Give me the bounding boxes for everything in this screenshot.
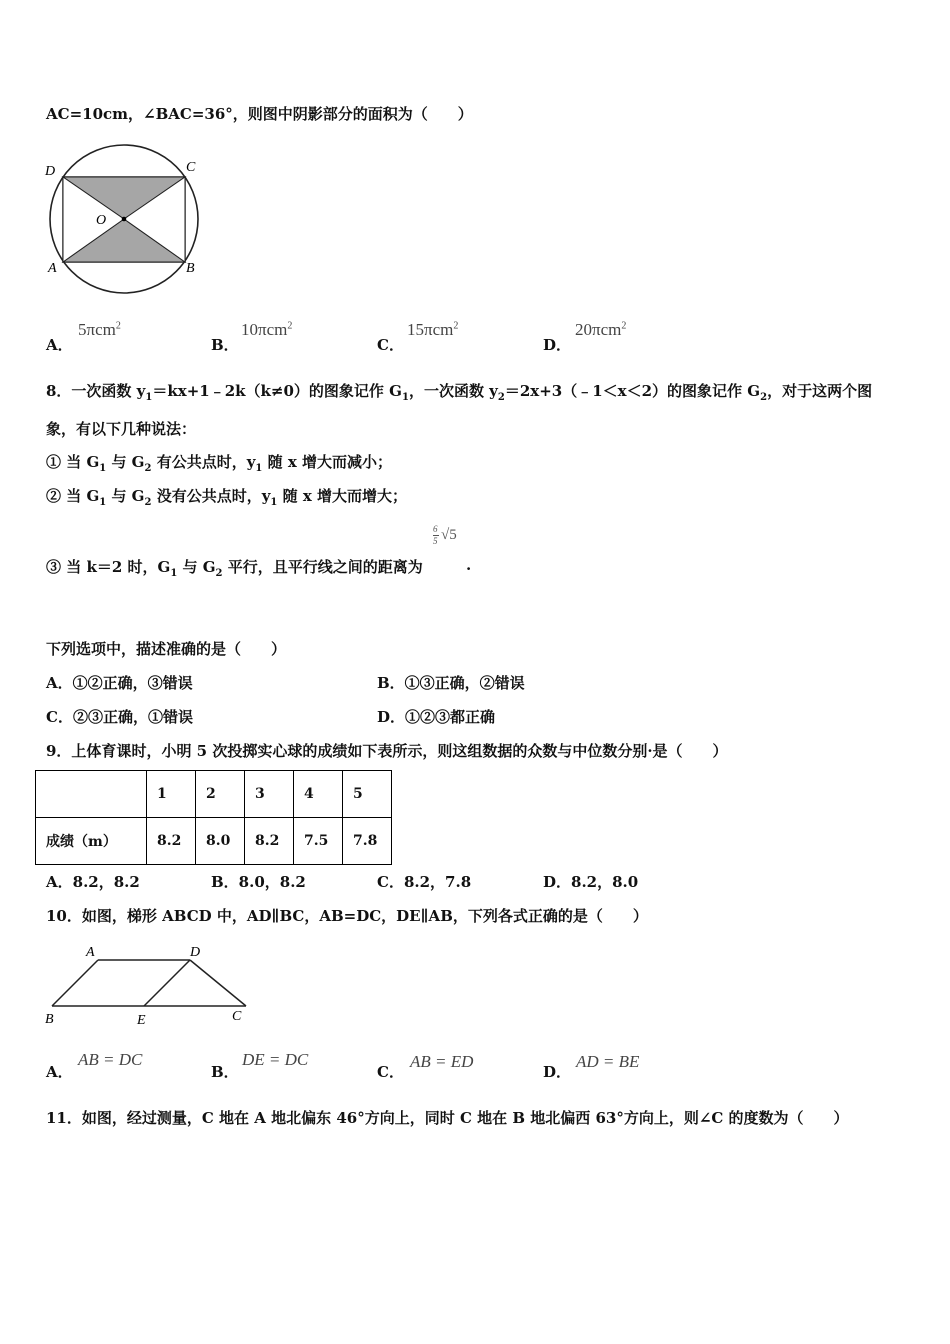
q8-option-c[interactable]: C．②③正确，①错误 [46,708,193,726]
q9-score-table [35,770,392,865]
q7-option-a[interactable]: A． [46,336,73,354]
q7-option-d-value: 20πcm$^2$ [575,320,627,339]
q10-stem: 10．如图，梯形 ABCD 中，AD∥BC，AB=DC，DE∥AB，下列各式正确的是（ ） [46,907,648,925]
header-cell: 5 [343,771,392,818]
score-cell: 8.2 [147,818,196,865]
label-c: C [232,1009,242,1024]
segment-de [144,960,190,1006]
header-cell: 3 [245,771,294,818]
distance-radical: √5 [441,527,457,543]
q8-stem-line2: 象，有以下几种说法： [46,420,197,438]
q7-stem: AC=10cm，∠BAC=36°，则图中阴影部分的面积为（ ） [46,105,473,123]
distance-denominator: 5 [433,536,438,546]
label-a: A [48,261,57,276]
label-d: D [190,945,201,960]
q8-statement-1: ① 当 $G_1$ 与 $G_2$ 有公共点时，$y_1$ 随 x 增大而减小； [46,453,393,474]
q8-distance-expression [433,524,467,554]
header-cell: 2 [196,771,245,818]
q7-option-a-value: 5πcm$^2$ [78,320,121,339]
q8-statement-3: ③ 当 k＝2 时，$G_1$ 与 $G_2$ 平行，且平行线之间的距离为 [46,558,423,579]
q9-option-a[interactable]: A．8.2，8.2 [46,873,140,891]
header-cell: 4 [294,771,343,818]
q7-option-c-value: 15πcm$^2$ [407,320,459,339]
label-o: O [96,213,107,228]
label-b: B [186,261,195,276]
label-d: D [45,164,56,179]
q7-option-c[interactable]: C． [377,336,404,354]
distance-numerator: 6 [433,524,438,534]
segment-ab [52,960,98,1006]
q9-option-b[interactable]: B．8.0，8.2 [211,873,306,891]
q9-option-c[interactable]: C．8.2，7.8 [377,873,472,891]
q8-statement-2: ② 当 $G_1$ 与 $G_2$ 没有公共点时，$y_1$ 随 x 增大而增大； [46,487,408,508]
q10-option-c[interactable]: C． [377,1063,404,1081]
label-b: B [45,1012,54,1027]
q10-trapezoid-figure [40,940,250,1030]
q7-option-b[interactable]: B． [211,336,239,354]
q7-option-b-value: 10πcm$^2$ [241,320,293,339]
q10-option-d[interactable]: D． [543,1063,572,1081]
label-e: E [137,1013,146,1028]
q8-prompt: 下列选项中，描述准确的是（ ） [46,640,287,658]
q7-circle-figure [40,140,210,300]
table-row [36,818,392,865]
header-cell: 1 [147,771,196,818]
table-header-row [36,771,392,818]
score-cell: 7.5 [294,818,343,865]
label-c: C [186,160,196,175]
header-cell-empty [36,771,147,818]
q11-stem: 11．如图，经过测量，C 地在 A 地北偏东 46°方向上，同时 C 地在 B 地北偏西 63°方向上，则∠C 的度数为（ ） [46,1109,849,1127]
q10-option-b[interactable]: B． [211,1063,239,1081]
score-cell: 7.8 [343,818,392,865]
segment-dc [190,960,246,1006]
row-label-cell: 成绩（m） [36,818,147,865]
q10-option-c-expr: AB = ED [410,1052,474,1071]
q10-option-a[interactable]: A． [46,1063,73,1081]
q10-option-b-expr: DE = DC [242,1050,309,1069]
q10-option-a-expr: AB = DC [78,1050,143,1069]
center-point [122,217,127,222]
score-cell: 8.2 [245,818,294,865]
q9-stem: 9．上体育课时，小明 5 次投掷实心球的成绩如下表所示，则这组数据的众数与中位数分别·是（ ） [46,742,728,760]
q8-option-d[interactable]: D．①②③都正确 [377,708,496,726]
q7-option-d[interactable]: D． [543,336,572,354]
q8-option-b[interactable]: B．①③正确，②错误 [377,674,525,692]
q8-stem-line1: 8．一次函数 $y_1=kx+1﹣2k(k\ne 0)$的图象记作 $G_1$，一次函数 $y_2=2x+3(﹣1<x<2)$的图象记作 $G_2$，对于这两个图 [46,382,873,403]
score-cell: 8.0 [196,818,245,865]
q8-statement-3-period: . [466,556,472,574]
label-a: A [86,945,95,960]
q9-option-d[interactable]: D．8.2，8.0 [543,873,639,891]
q8-option-a[interactable]: A．①②正确，③错误 [46,674,193,692]
q10-option-d-expr: AD = BE [576,1052,640,1071]
